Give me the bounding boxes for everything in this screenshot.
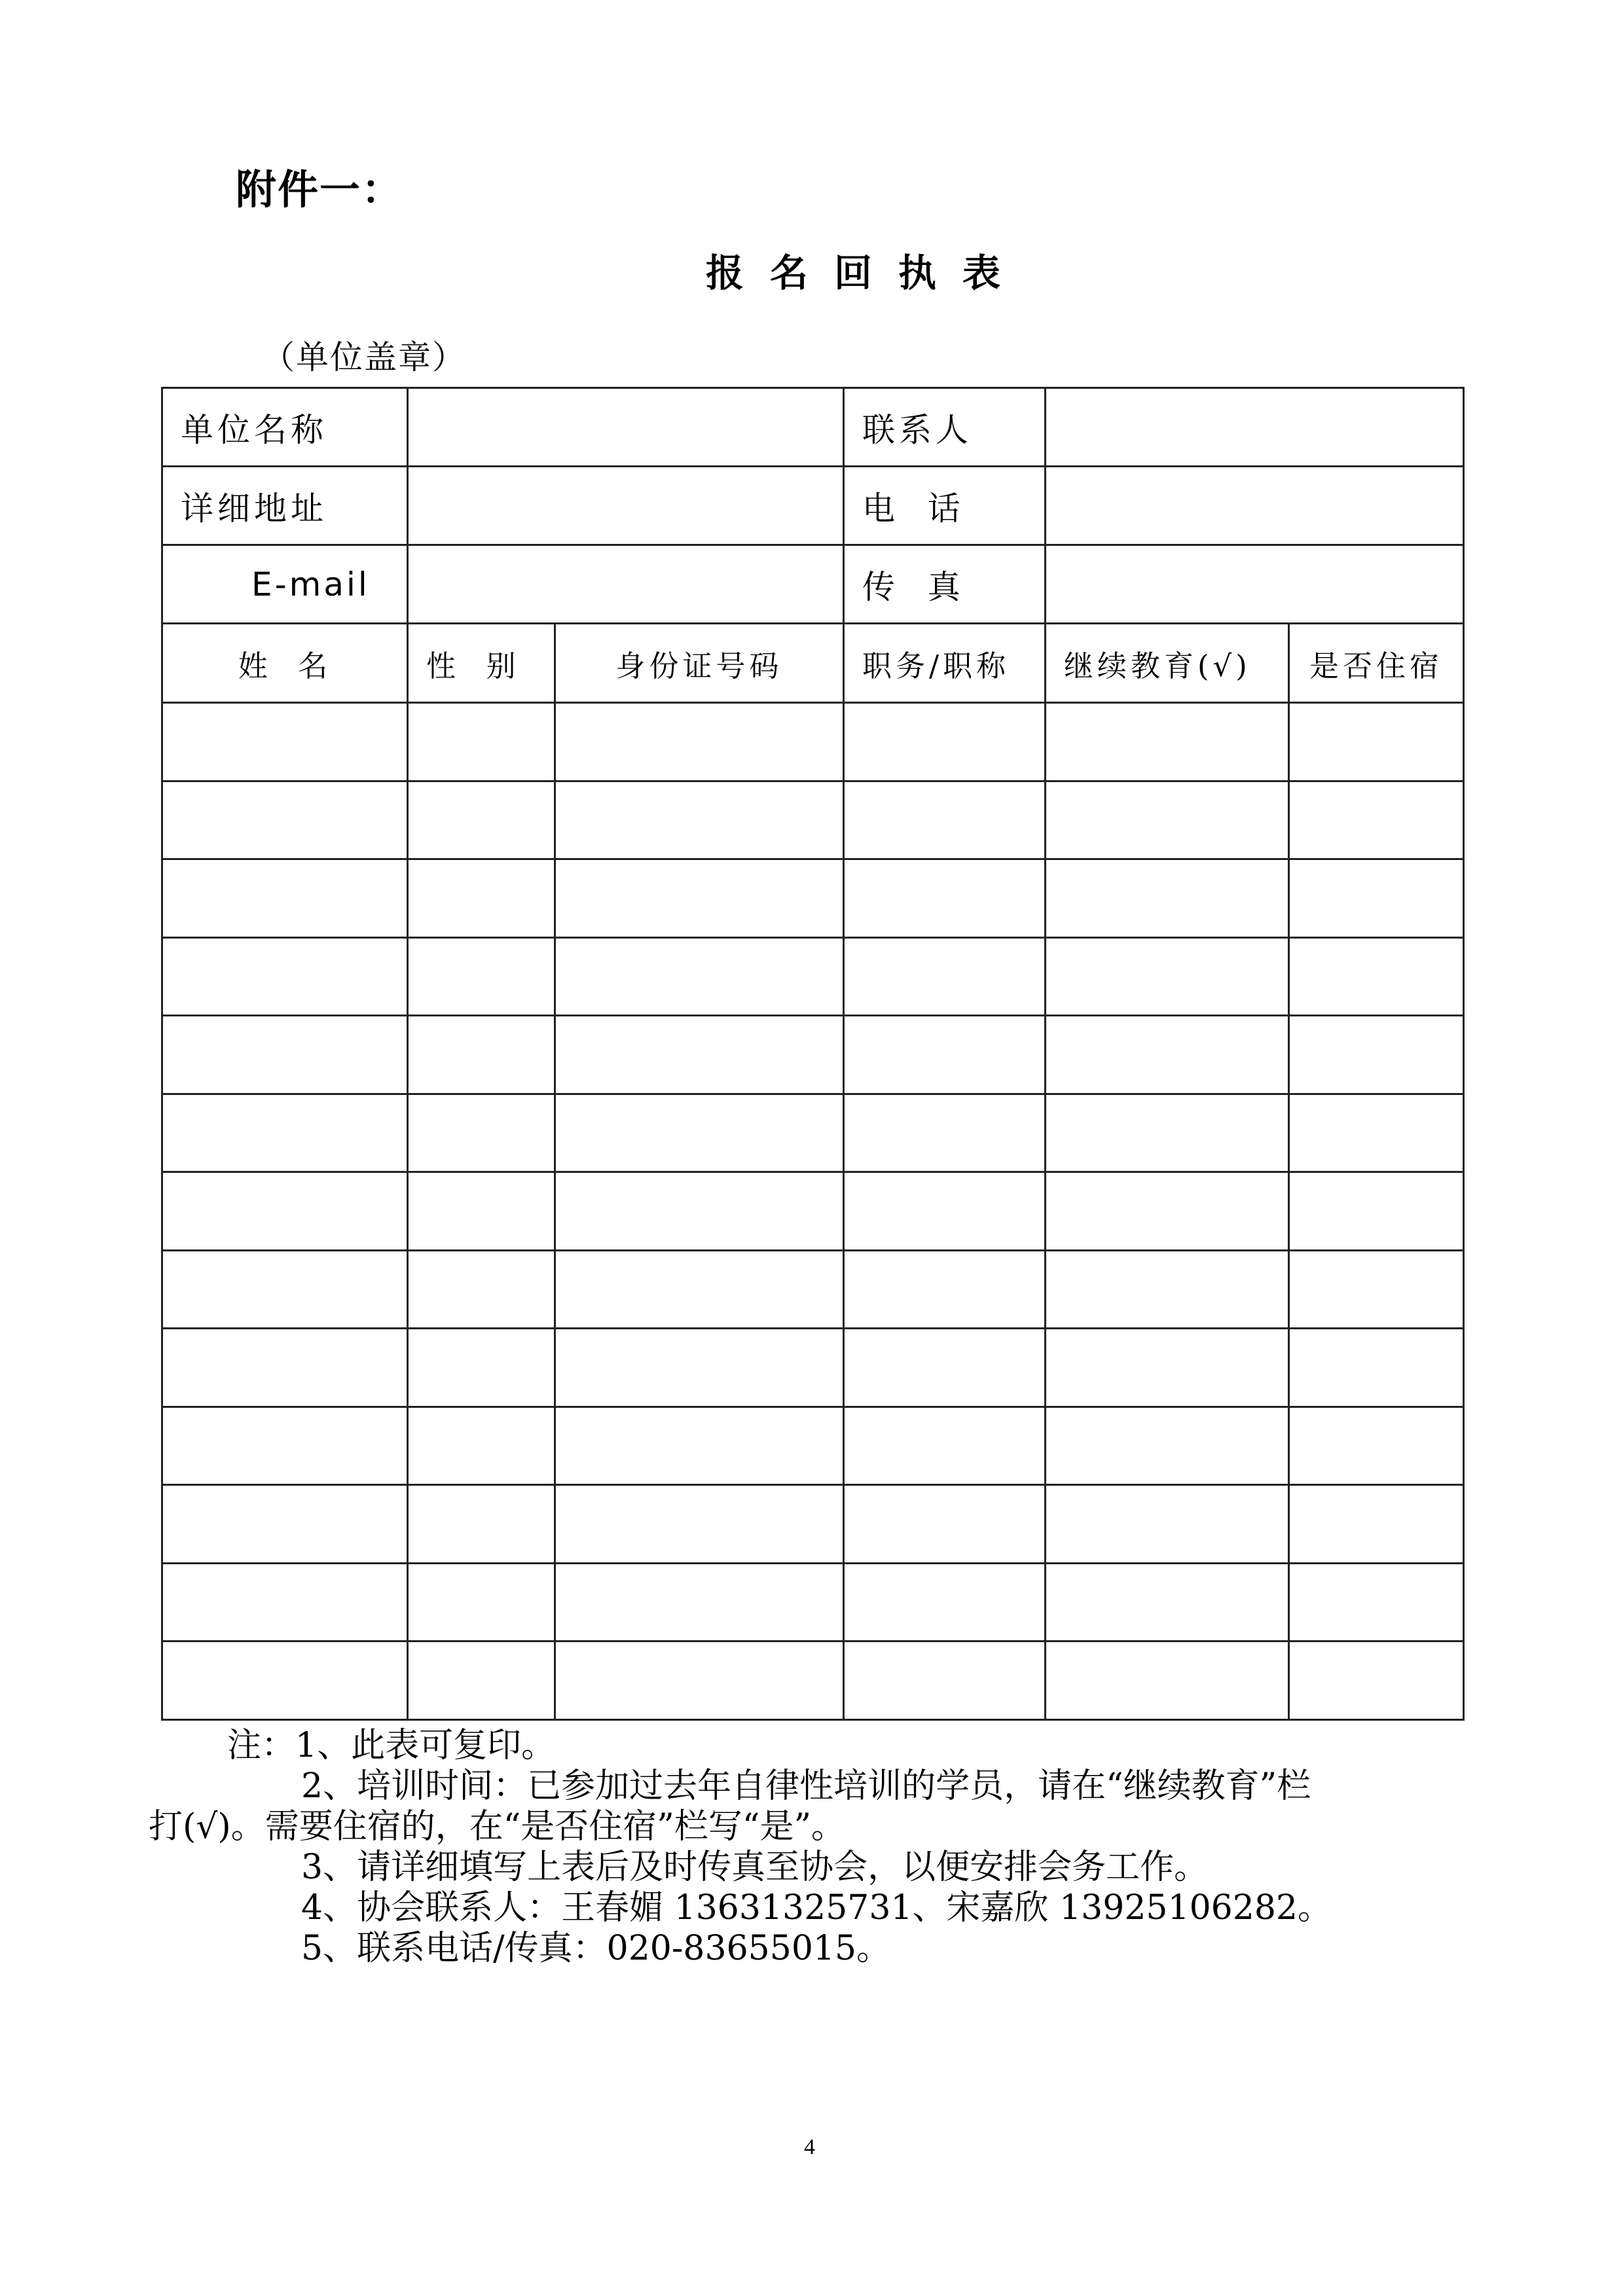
email-field[interactable] <box>408 545 844 624</box>
cell-position[interactable] <box>844 781 1046 859</box>
cell-name[interactable] <box>162 1641 408 1720</box>
cell-position[interactable] <box>844 1016 1046 1094</box>
cell-continuing-education[interactable] <box>1046 1329 1289 1407</box>
cell-continuing-education[interactable] <box>1046 1641 1289 1720</box>
col-header-position: 职务/职称 <box>844 624 1046 703</box>
cell-accommodation[interactable] <box>1289 859 1464 938</box>
note-item: 5、联系电话/传真：020-83655015。 <box>301 1929 891 1968</box>
cell-accommodation[interactable] <box>1289 1563 1464 1641</box>
cell-continuing-education[interactable] <box>1046 703 1289 781</box>
cell-continuing-education[interactable] <box>1046 1485 1289 1564</box>
cell-id-number[interactable] <box>555 781 844 859</box>
cell-name[interactable] <box>162 937 408 1016</box>
cell-name[interactable] <box>162 1329 408 1407</box>
cell-accommodation[interactable] <box>1289 703 1464 781</box>
table-row <box>162 1485 1464 1564</box>
cell-id-number[interactable] <box>555 1329 844 1407</box>
note-item: 4、协会联系人：王春媚 13631325731、宋嘉欣 13925106282。 <box>301 1888 1332 1928</box>
cell-accommodation[interactable] <box>1289 781 1464 859</box>
cell-name[interactable] <box>162 1485 408 1564</box>
column-header-row <box>162 624 1464 703</box>
cell-name[interactable] <box>162 1016 408 1094</box>
col-header-name: 姓 名 <box>162 624 408 703</box>
table-row <box>162 1329 1464 1407</box>
cell-continuing-education[interactable] <box>1046 859 1289 938</box>
cell-position[interactable] <box>844 937 1046 1016</box>
cell-continuing-education[interactable] <box>1046 1094 1289 1172</box>
table-row <box>162 1250 1464 1329</box>
cell-gender[interactable] <box>408 781 555 859</box>
cell-accommodation[interactable] <box>1289 1250 1464 1329</box>
col-header-continuing-education: 继续教育(√) <box>1046 624 1289 703</box>
cell-gender[interactable] <box>408 1407 555 1485</box>
page-number: 4 <box>804 2135 815 2159</box>
notes <box>149 1725 1478 1969</box>
note-item: 1、此表可复印。 <box>295 1726 556 1765</box>
cell-position[interactable] <box>844 1094 1046 1172</box>
cell-continuing-education[interactable] <box>1046 1563 1289 1641</box>
note-item: 3、请详细填写上表后及时传真至协会，以便安排会务工作。 <box>301 1848 1209 1887</box>
cell-name[interactable] <box>162 1250 408 1329</box>
cell-id-number[interactable] <box>555 1407 844 1485</box>
registration-form-table <box>161 387 1465 1721</box>
cell-continuing-education[interactable] <box>1046 1016 1289 1094</box>
cell-gender[interactable] <box>408 937 555 1016</box>
cell-gender[interactable] <box>408 1016 555 1094</box>
contact-person-field[interactable] <box>1046 388 1464 467</box>
table-row <box>162 937 1464 1016</box>
cell-continuing-education[interactable] <box>1046 1250 1289 1329</box>
table-row <box>162 1172 1464 1251</box>
cell-position[interactable] <box>844 1641 1046 1720</box>
cell-position[interactable] <box>844 1250 1046 1329</box>
cell-position[interactable] <box>844 703 1046 781</box>
table-row <box>162 1016 1464 1094</box>
cell-name[interactable] <box>162 781 408 859</box>
col-header-accommodation: 是否住宿 <box>1289 624 1464 703</box>
attendee-rows <box>162 703 1464 1720</box>
cell-position[interactable] <box>844 1329 1046 1407</box>
cell-name[interactable] <box>162 1172 408 1251</box>
cell-gender[interactable] <box>408 1172 555 1251</box>
note-item: 2、培训时间：已参加过去年自律性培训的学员，请在“继续教育”栏 <box>301 1767 1311 1806</box>
table-row <box>162 1641 1464 1720</box>
cell-name[interactable] <box>162 1563 408 1641</box>
cell-position[interactable] <box>844 1407 1046 1485</box>
form-title: 报名回执表 <box>706 251 1027 295</box>
cell-id-number[interactable] <box>555 1094 844 1172</box>
cell-name[interactable] <box>162 703 408 781</box>
cell-id-number[interactable] <box>555 1485 844 1564</box>
notes-prefix: 注： <box>227 1726 296 1765</box>
cell-gender[interactable] <box>408 1563 555 1641</box>
cell-position[interactable] <box>844 1485 1046 1564</box>
address-field[interactable] <box>408 467 844 545</box>
cell-accommodation[interactable] <box>1289 1485 1464 1564</box>
table-row <box>162 1094 1464 1172</box>
email-label: E-mail <box>162 545 408 624</box>
phone-label: 电 话 <box>844 467 1046 545</box>
info-row-address <box>162 467 1464 545</box>
cell-accommodation[interactable] <box>1289 1329 1464 1407</box>
col-header-gender: 性 别 <box>408 624 555 703</box>
attachment-heading: 附件一： <box>236 166 404 213</box>
cell-continuing-education[interactable] <box>1046 781 1289 859</box>
cell-gender[interactable] <box>408 1094 555 1172</box>
cell-continuing-education[interactable] <box>1046 1407 1289 1485</box>
cell-name[interactable] <box>162 1094 408 1172</box>
col-header-id-number: 身份证号码 <box>555 624 844 703</box>
cell-gender[interactable] <box>408 1329 555 1407</box>
info-row-unit <box>162 388 1464 467</box>
cell-gender[interactable] <box>408 859 555 938</box>
cell-accommodation[interactable] <box>1289 1094 1464 1172</box>
fax-label: 传 真 <box>844 545 1046 624</box>
cell-position[interactable] <box>844 1563 1046 1641</box>
note-line-1 <box>149 1725 1478 1766</box>
cell-gender[interactable] <box>408 1250 555 1329</box>
cell-id-number[interactable] <box>555 1641 844 1720</box>
unit-name-field[interactable] <box>408 388 844 467</box>
note-item: 打(√)。需要住宿的，在“是否住宿”栏写“是”。 <box>149 1807 846 1846</box>
phone-field[interactable] <box>1046 467 1464 545</box>
table-row <box>162 1407 1464 1485</box>
info-row-email <box>162 545 1464 624</box>
cell-id-number[interactable] <box>555 1563 844 1641</box>
cell-id-number[interactable] <box>555 1250 844 1329</box>
unit-name-label: 单位名称 <box>162 388 408 467</box>
table-row <box>162 781 1464 859</box>
cell-id-number[interactable] <box>555 1016 844 1094</box>
cell-accommodation[interactable] <box>1289 1641 1464 1720</box>
cell-id-number[interactable] <box>555 1172 844 1251</box>
cell-gender[interactable] <box>408 703 555 781</box>
cell-gender[interactable] <box>408 1641 555 1720</box>
cell-position[interactable] <box>844 1172 1046 1251</box>
cell-position[interactable] <box>844 859 1046 938</box>
cell-id-number[interactable] <box>555 703 844 781</box>
cell-accommodation[interactable] <box>1289 1172 1464 1251</box>
table-row <box>162 859 1464 938</box>
cell-accommodation[interactable] <box>1289 1016 1464 1094</box>
stamp-note: （单位盖章） <box>262 338 466 376</box>
cell-continuing-education[interactable] <box>1046 937 1289 1016</box>
fax-field[interactable] <box>1046 545 1464 624</box>
address-label: 详细地址 <box>162 467 408 545</box>
cell-accommodation[interactable] <box>1289 937 1464 1016</box>
cell-accommodation[interactable] <box>1289 1407 1464 1485</box>
cell-continuing-education[interactable] <box>1046 1172 1289 1251</box>
table-row <box>162 703 1464 781</box>
cell-name[interactable] <box>162 1407 408 1485</box>
cell-id-number[interactable] <box>555 937 844 1016</box>
table-row <box>162 1563 1464 1641</box>
contact-person-label: 联系人 <box>844 388 1046 467</box>
cell-name[interactable] <box>162 859 408 938</box>
cell-id-number[interactable] <box>555 859 844 938</box>
cell-gender[interactable] <box>408 1485 555 1564</box>
